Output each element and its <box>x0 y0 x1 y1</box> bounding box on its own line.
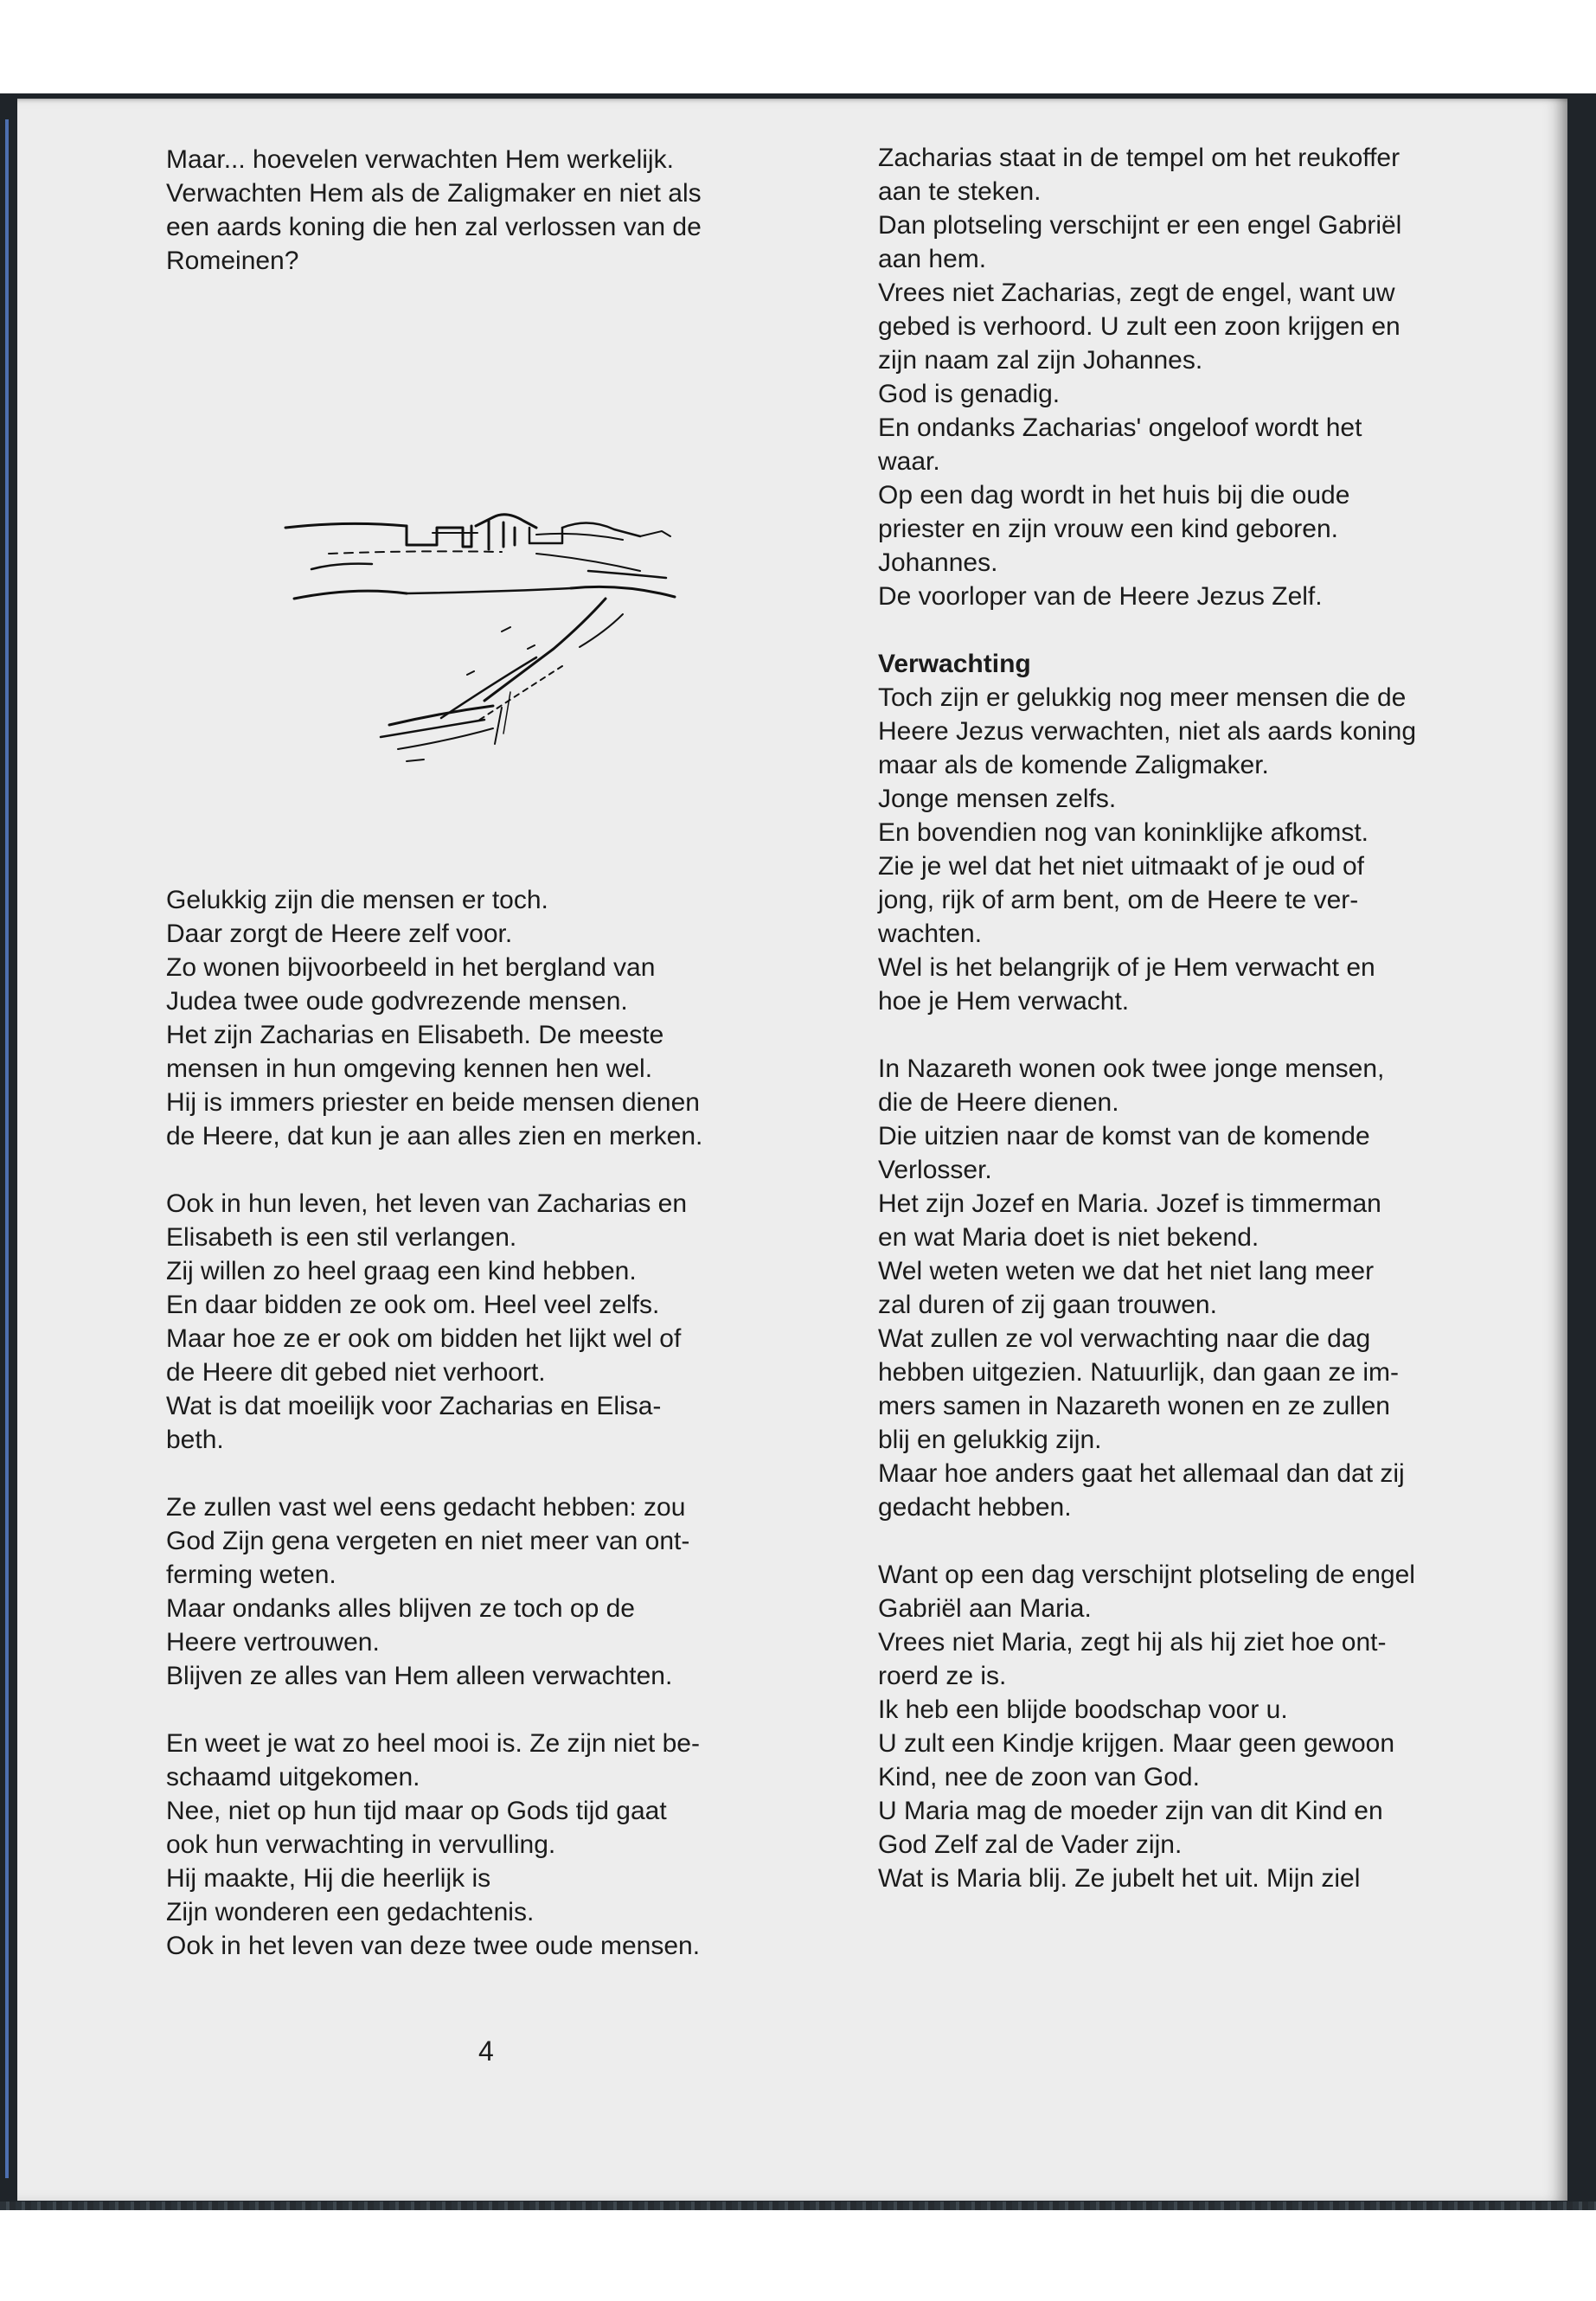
text-line: Maar hoe ze er ook om bidden het lijkt wel of <box>166 1324 682 1353</box>
text-line: Maar... hoevelen verwachten Hem werkelijk. <box>166 145 674 174</box>
text-line: Het zijn Zacharias en Elisabeth. De meeste <box>166 1021 664 1049</box>
text-line: U zult een Kindje krijgen. Maar geen gewoon <box>878 1729 1395 1758</box>
text-line: Wat is dat moeilijk voor Zacharias en Elisa- <box>166 1392 662 1420</box>
text-line: Daar zorgt de Heere zelf voor. <box>166 920 513 948</box>
text-line: ook hun verwachting in vervulling. <box>166 1830 556 1859</box>
text-line: En bovendien nog van koninklijke afkomst. <box>878 818 1369 847</box>
text-line: Gelukkig zijn die mensen er toch. <box>166 886 548 914</box>
text-line: de Heere dit gebed niet verhoort. <box>166 1358 546 1387</box>
text-line: En weet je wat zo heel mooi is. Ze zijn niet be- <box>166 1729 700 1758</box>
text-line: Gabriël aan Maria. <box>878 1594 1092 1623</box>
text-line: Ook in het leven van deze twee oude mensen. <box>166 1932 701 1960</box>
text-line: wachten. <box>878 920 983 948</box>
paragraph <box>166 1727 824 1963</box>
text-line: Johannes. <box>878 548 998 577</box>
text-line: Ze zullen vast wel eens gedacht hebben: zou <box>166 1493 686 1522</box>
text-line: een aards koning die hen zal verlossen van de <box>166 213 702 241</box>
text-line: mensen in hun omgeving kennen hen wel. <box>166 1054 653 1083</box>
text-line: Wel is het belangrijk of je Hem verwacht en <box>878 953 1375 982</box>
text-line: En ondanks Zacharias' ongeloof wordt het <box>878 413 1362 442</box>
page-number: 4 <box>478 2035 494 2067</box>
text-line: U Maria mag de moeder zijn van dit Kind en <box>878 1797 1383 1825</box>
text-line: beth. <box>166 1426 224 1454</box>
text-line: Wat is Maria blij. Ze jubelt het uit. Mijn ziel <box>878 1864 1361 1893</box>
text-line: Maar ondanks alles blijven ze toch op de <box>166 1594 635 1623</box>
text-line: En daar bidden ze ook om. Heel veel zelfs. <box>166 1291 660 1319</box>
section-heading: Verwachting <box>878 650 1031 678</box>
text-line: Romeinen? <box>166 247 299 275</box>
text-line: waar. <box>878 447 940 476</box>
text-line: God Zijn gena vergeten en niet meer van ont- <box>166 1527 690 1555</box>
text-line: Heere vertrouwen. <box>166 1628 380 1657</box>
text-line: God Zelf zal de Vader zijn. <box>878 1830 1183 1859</box>
text-line: ferming weten. <box>166 1561 337 1589</box>
text-line: blij en gelukkig zijn. <box>878 1426 1102 1454</box>
paragraph <box>166 1187 824 1457</box>
top-margin <box>0 0 1596 93</box>
text-line: God is genadig. <box>878 380 1061 408</box>
text-line: zijn naam zal zijn Johannes. <box>878 346 1203 375</box>
right-column <box>878 141 1535 1895</box>
text-line: schaamd uitgekomen. <box>166 1763 420 1791</box>
intro-paragraph <box>166 143 824 278</box>
text-line: Het zijn Jozef en Maria. Jozef is timmerman <box>878 1189 1381 1218</box>
text-line: priester en zijn vrouw een kind geboren. <box>878 515 1338 543</box>
text-line: Judea twee oude godvrezende mensen. <box>166 987 628 1016</box>
text-line: Ik heb een blijde boodschap voor u. <box>878 1695 1288 1724</box>
text-line: Zacharias staat in de tempel om het reukoffer <box>878 144 1401 172</box>
text-line: jong, rijk of arm bent, om de Heere te ver- <box>878 886 1359 914</box>
text-line: Heere Jezus verwachten, niet als aards koning <box>878 717 1417 746</box>
text-line: Zijn wonderen een gedachtenis. <box>166 1898 535 1926</box>
bottom-margin <box>0 2210 1596 2301</box>
text-line: en wat Maria doet is niet bekend. <box>878 1223 1259 1252</box>
text-line: Jonge mensen zelfs. <box>878 785 1117 813</box>
text-line: gebed is verhoord. U zult een zoon krijgen en <box>878 312 1401 341</box>
text-line: Zo wonen bijvoorbeeld in het bergland van <box>166 953 656 982</box>
text-line: Ook in hun leven, het leven van Zacharias en <box>166 1189 688 1218</box>
text-line: Zie je wel dat het niet uitmaakt of je oud of <box>878 852 1364 881</box>
text-line: Die uitzien naar de komst van de komende <box>878 1122 1370 1150</box>
text-line: die de Heere dienen. <box>878 1088 1119 1117</box>
paragraph <box>878 681 1535 1018</box>
text-line: Hij maakte, Hij die heerlijk is <box>166 1864 491 1893</box>
text-line: Elisabeth is een stil verlangen. <box>166 1223 517 1252</box>
paragraph <box>166 1490 824 1693</box>
text-line: Verwachten Hem als de Zaligmaker en niet als <box>166 179 702 208</box>
text-line: Want op een dag verschijnt plotseling de engel <box>878 1561 1415 1589</box>
paragraph <box>878 141 1535 613</box>
text-line: Blijven ze alles van Hem alleen verwachten. <box>166 1662 673 1690</box>
text-line: de Heere, dat kun je aan alles zien en merken. <box>166 1122 703 1150</box>
paragraph <box>166 883 824 1153</box>
text-line: Kind, nee de zoon van God. <box>878 1763 1200 1791</box>
text-line: Wel weten weten we dat het niet lang meer <box>878 1257 1375 1285</box>
text-line: Zij willen zo heel graag een kind hebben. <box>166 1257 637 1285</box>
text-line: Op een dag wordt in het huis bij die oude <box>878 481 1350 510</box>
text-line: aan hem. <box>878 245 987 273</box>
text-line: mers samen in Nazareth wonen en ze zullen <box>878 1392 1390 1420</box>
book-edge <box>5 119 9 2178</box>
landscape-sketch-illustration <box>277 502 727 796</box>
text-line: Toch zijn er gelukkig nog meer mensen die de <box>878 683 1407 712</box>
text-line: De voorloper van de Heere Jezus Zelf. <box>878 582 1323 611</box>
text-line: Maar hoe anders gaat het allemaal dan dat zij <box>878 1459 1405 1488</box>
text-line: hoe je Hem verwacht. <box>878 987 1130 1016</box>
paragraph <box>878 1558 1535 1895</box>
text-line: Vrees niet Zacharias, zegt de engel, want uw <box>878 279 1395 307</box>
text-line: zal duren of zij gaan trouwen. <box>878 1291 1217 1319</box>
text-line: Verlosser. <box>878 1156 992 1184</box>
text-line: maar als de komende Zaligmaker. <box>878 751 1269 779</box>
left-column <box>166 143 824 1963</box>
paragraph <box>878 1052 1535 1524</box>
text-line: Dan plotseling verschijnt er een engel Gabriël <box>878 211 1402 240</box>
text-line: Hij is immers priester en beide mensen dienen <box>166 1088 700 1117</box>
text-line: aan te steken. <box>878 177 1042 206</box>
text-line: hebben uitgezien. Natuurlijk, dan gaan ze im- <box>878 1358 1400 1387</box>
text-line: Vrees niet Maria, zegt hij als hij ziet hoe ont- <box>878 1628 1387 1657</box>
text-line: Nee, niet op hun tijd maar op Gods tijd gaat <box>166 1797 667 1825</box>
text-line: Wat zullen ze vol verwachting naar die dag <box>878 1324 1371 1353</box>
text-line: gedacht hebben. <box>878 1493 1072 1522</box>
text-line: In Nazareth wonen ook twee jonge mensen, <box>878 1054 1385 1083</box>
text-line: roerd ze is. <box>878 1662 1007 1690</box>
